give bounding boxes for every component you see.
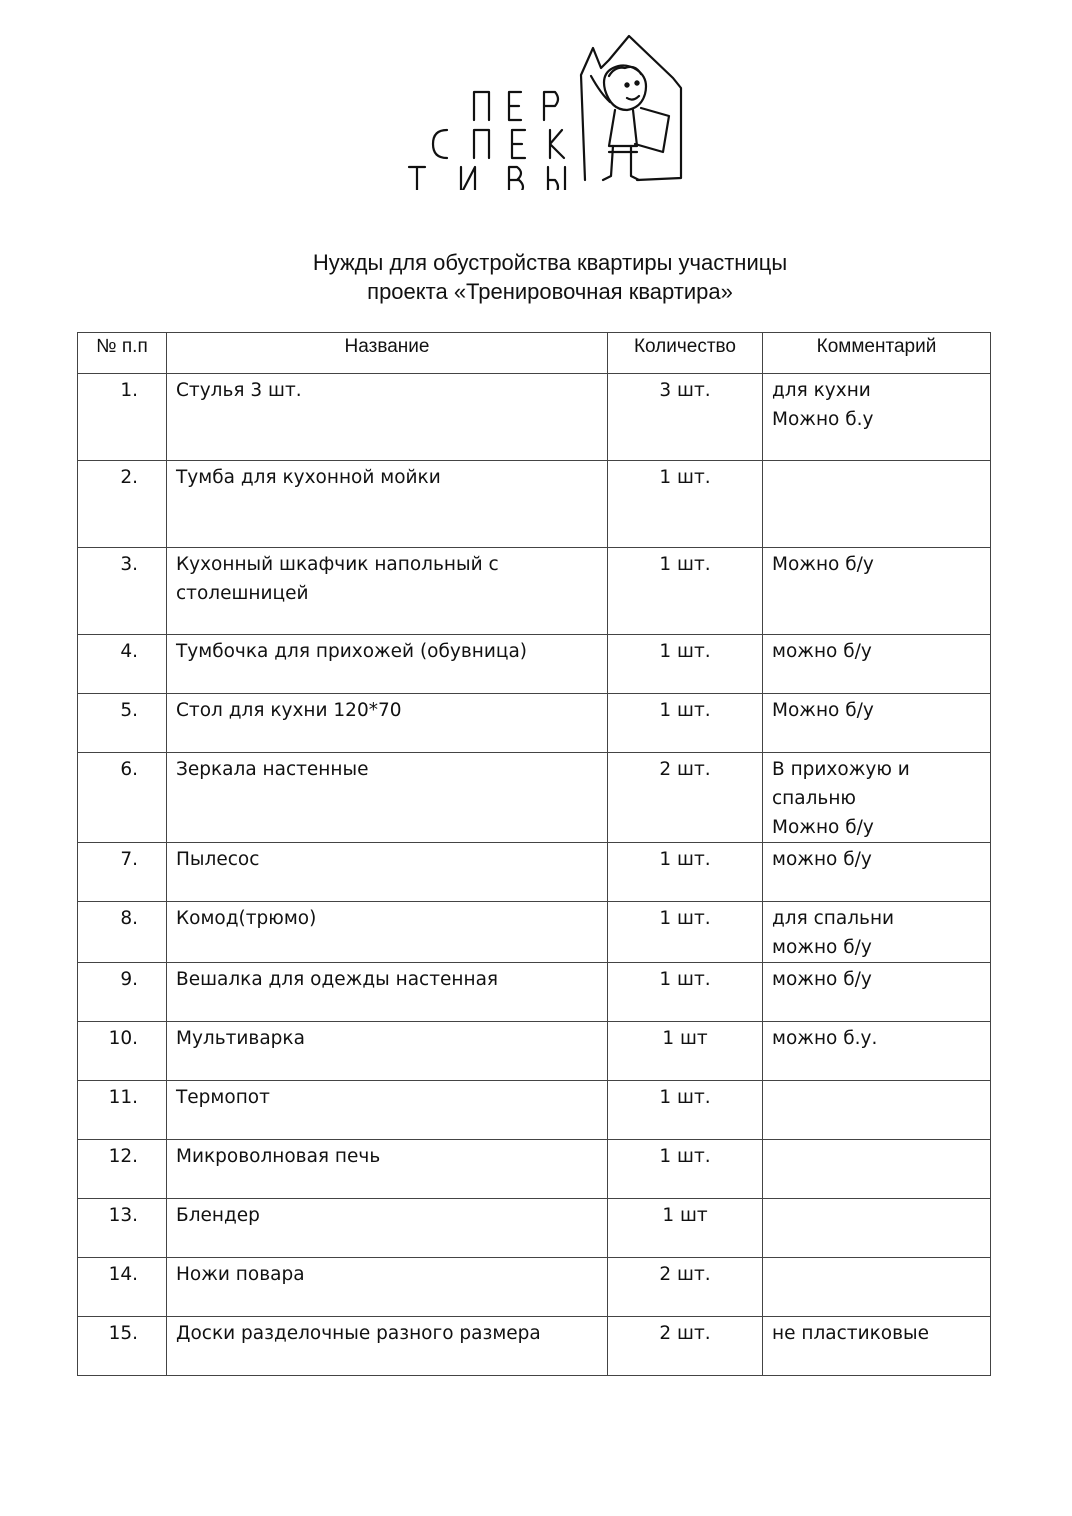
row-quantity: 1 шт. bbox=[608, 461, 763, 548]
row-comment: можно б/у bbox=[763, 963, 991, 1022]
row-comment: не пластиковые bbox=[763, 1317, 991, 1376]
row-name: Ножи повара bbox=[167, 1258, 608, 1317]
row-quantity: 2 шт. bbox=[608, 1317, 763, 1376]
row-comment bbox=[763, 461, 991, 548]
row-name: Стулья 3 шт. bbox=[167, 374, 608, 461]
row-quantity: 1 шт. bbox=[608, 902, 763, 963]
table-row bbox=[78, 1199, 991, 1258]
row-name: Комод(трюмо) bbox=[167, 902, 608, 963]
row-quantity: 1 шт. bbox=[608, 843, 763, 902]
row-name: Мультиварка bbox=[167, 1022, 608, 1081]
document-title-line-2: проекта «Тренировочная квартира» bbox=[367, 279, 733, 304]
row-number: 2. bbox=[78, 461, 167, 548]
header-number: № п.п bbox=[78, 333, 167, 374]
table-row bbox=[78, 1317, 991, 1376]
row-comment: можно б.у. bbox=[763, 1022, 991, 1081]
table-row bbox=[78, 635, 991, 694]
row-quantity: 1 шт. bbox=[608, 1081, 763, 1140]
row-number: 3. bbox=[78, 548, 167, 635]
row-comment bbox=[763, 1199, 991, 1258]
row-number: 9. bbox=[78, 963, 167, 1022]
row-quantity: 1 шт bbox=[608, 1199, 763, 1258]
row-quantity: 1 шт. bbox=[608, 548, 763, 635]
row-quantity: 1 шт. bbox=[608, 694, 763, 753]
row-comment: В прихожую и спальню Можно б/у bbox=[763, 753, 991, 843]
perspektivy-logo bbox=[405, 30, 695, 190]
table-row bbox=[78, 548, 991, 635]
row-comment: Можно б/у bbox=[763, 694, 991, 753]
row-number: 8. bbox=[78, 902, 167, 963]
needs-table bbox=[77, 332, 991, 1376]
table-row bbox=[78, 902, 991, 963]
row-quantity: 1 шт. bbox=[608, 1140, 763, 1199]
row-comment: Можно б/у bbox=[763, 548, 991, 635]
row-comment: можно б/у bbox=[763, 843, 991, 902]
row-comment bbox=[763, 1140, 991, 1199]
table-row bbox=[78, 753, 991, 843]
row-number: 4. bbox=[78, 635, 167, 694]
table-row bbox=[78, 1258, 991, 1317]
header-quantity: Количество bbox=[608, 333, 763, 374]
table-row bbox=[78, 963, 991, 1022]
row-number: 7. bbox=[78, 843, 167, 902]
row-quantity: 2 шт. bbox=[608, 753, 763, 843]
document-title-line-1: Нужды для обустройства квартиры участницы bbox=[312, 250, 788, 275]
row-name: Доски разделочные разного размера bbox=[167, 1317, 608, 1376]
row-number: 1. bbox=[78, 374, 167, 461]
row-number: 12. bbox=[78, 1140, 167, 1199]
row-name: Стол для кухни 120*70 bbox=[167, 694, 608, 753]
table-row bbox=[78, 461, 991, 548]
table-row bbox=[78, 1140, 991, 1199]
table-header-row bbox=[78, 333, 991, 374]
row-quantity: 1 шт bbox=[608, 1022, 763, 1081]
row-name: Микроволновая печь bbox=[167, 1140, 608, 1199]
row-comment bbox=[763, 1258, 991, 1317]
row-name: Кухонный шкафчик напольный с столешницей bbox=[167, 548, 608, 635]
row-name: Зеркала настенные bbox=[167, 753, 608, 843]
row-name: Пылесос bbox=[167, 843, 608, 902]
row-quantity: 1 шт. bbox=[608, 635, 763, 694]
row-comment: для кухни Можно б.у bbox=[763, 374, 991, 461]
row-comment: для спальни можно б/у bbox=[763, 902, 991, 963]
row-number: 11. bbox=[78, 1081, 167, 1140]
row-number: 10. bbox=[78, 1022, 167, 1081]
table-row bbox=[78, 694, 991, 753]
row-name: Тумбочка для прихожей (обувница) bbox=[167, 635, 608, 694]
header-name: Название bbox=[167, 333, 608, 374]
header-comment: Комментарий bbox=[763, 333, 991, 374]
row-comment bbox=[763, 1081, 991, 1140]
row-number: 6. bbox=[78, 753, 167, 843]
row-number: 5. bbox=[78, 694, 167, 753]
table-row bbox=[78, 843, 991, 902]
row-name: Вешалка для одежды настенная bbox=[167, 963, 608, 1022]
table-row bbox=[78, 374, 991, 461]
row-number: 13. bbox=[78, 1199, 167, 1258]
row-comment: можно б/у bbox=[763, 635, 991, 694]
row-quantity: 1 шт. bbox=[608, 963, 763, 1022]
row-name: Блендер bbox=[167, 1199, 608, 1258]
table-row bbox=[78, 1022, 991, 1081]
table-row bbox=[78, 1081, 991, 1140]
row-number: 15. bbox=[78, 1317, 167, 1376]
row-quantity: 2 шт. bbox=[608, 1258, 763, 1317]
row-quantity: 3 шт. bbox=[608, 374, 763, 461]
row-name: Тумба для кухонной мойки bbox=[167, 461, 608, 548]
row-number: 14. bbox=[78, 1258, 167, 1317]
row-name: Термопот bbox=[167, 1081, 608, 1140]
